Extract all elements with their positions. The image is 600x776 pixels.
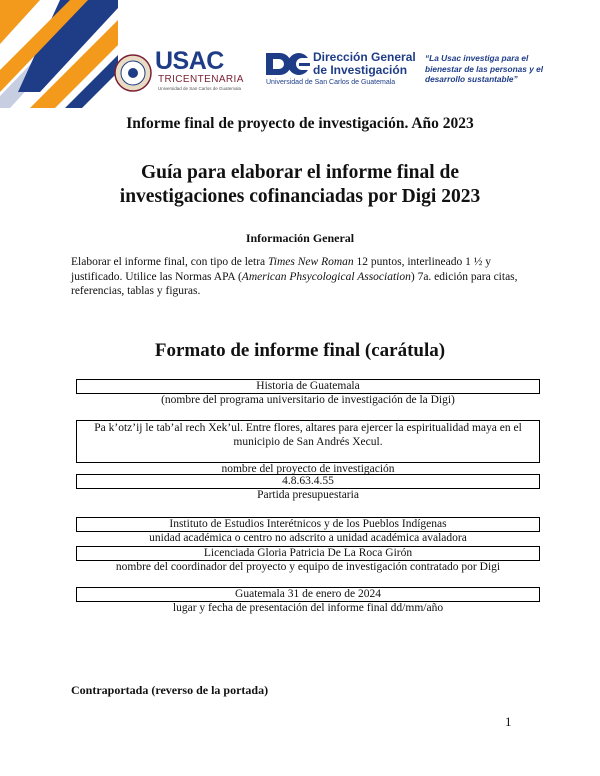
instructions-part3: ) 7a. edición para citas, referencias, tablas y figuras. bbox=[71, 270, 518, 298]
usac-seal-icon bbox=[114, 54, 152, 92]
place-date-caption: lugar y fecha de presentación del informe final dd/mm/año bbox=[172, 602, 444, 614]
coordinator-caption: nombre del coordinador del proyecto y equipo de investigación contratado por Digi bbox=[115, 561, 501, 573]
digi-title-line1: Dirección General bbox=[313, 50, 416, 64]
report-title: Informe final de proyecto de investigación. Año 2023 bbox=[126, 115, 474, 132]
usac-wordmark: USAC bbox=[155, 47, 224, 75]
budget-caption: Partida presupuestaria bbox=[257, 489, 359, 501]
instructions-part2: 12 puntos, interlineado 1 ½ y justificado. Utilice las Normas APA ( bbox=[71, 256, 491, 283]
digi-subtitle: Universidad de San Carlos de Guatemala bbox=[266, 79, 396, 86]
program-caption: (nombre del programa universitario de investigación de la Digi) bbox=[161, 394, 455, 406]
project-name-caption: nombre del proyecto de investigación bbox=[221, 463, 395, 475]
project-name-field: Pa k’otz’ij le tab’al rech Xek’ul. Entre flores, altares para ejercer la espiritualidad maya en el municipio de San Andrés Xecul. bbox=[76, 420, 540, 463]
digi-logo-icon bbox=[266, 52, 312, 76]
font-name: Times New Roman bbox=[268, 256, 354, 268]
program-field: Historia de Guatemala bbox=[76, 379, 540, 394]
academic-unit-caption: unidad académica o centro no adscrito a unidad académica avaladora bbox=[149, 532, 467, 544]
apa-name: American Phsycological Association bbox=[241, 270, 411, 283]
place-date-field: Guatemala 31 de enero de 2024 bbox=[76, 587, 540, 602]
guide-title-line1: Guía para elaborar el informe final de bbox=[140, 162, 460, 183]
guide-title-line2: investigaciones cofinanciadas por Digi 2023 bbox=[119, 186, 481, 207]
format-heading: Formato de informe final (carátula) bbox=[154, 340, 446, 361]
budget-field: 4.8.63.4.55 bbox=[76, 474, 540, 489]
info-heading: Información General bbox=[245, 231, 355, 245]
guide-title bbox=[60, 161, 540, 209]
usac-subtitle: TRICENTENARIA bbox=[158, 74, 244, 85]
coordinator-field: Licenciada Gloria Patricia De La Roca Girón bbox=[76, 546, 540, 561]
usac-tagline: Universidad de San Carlos de Guatemala bbox=[158, 86, 242, 91]
corner-decoration bbox=[0, 0, 118, 108]
usac-slogan: “La Usac investiga para el bienestar de las personas y el desarrollo sustantable” bbox=[425, 53, 544, 84]
instructions-paragraph bbox=[71, 255, 536, 299]
page-number: 1 bbox=[505, 714, 512, 729]
back-cover-heading: Contraportada (reverso de la portada) bbox=[71, 683, 269, 697]
academic-unit-field: Instituto de Estudios Interétnicos y de los Pueblos Indígenas bbox=[76, 517, 540, 532]
digi-title-line2: de Investigación bbox=[313, 63, 408, 77]
instructions-part1: Elaborar el informe final, con tipo de letra bbox=[71, 256, 269, 268]
